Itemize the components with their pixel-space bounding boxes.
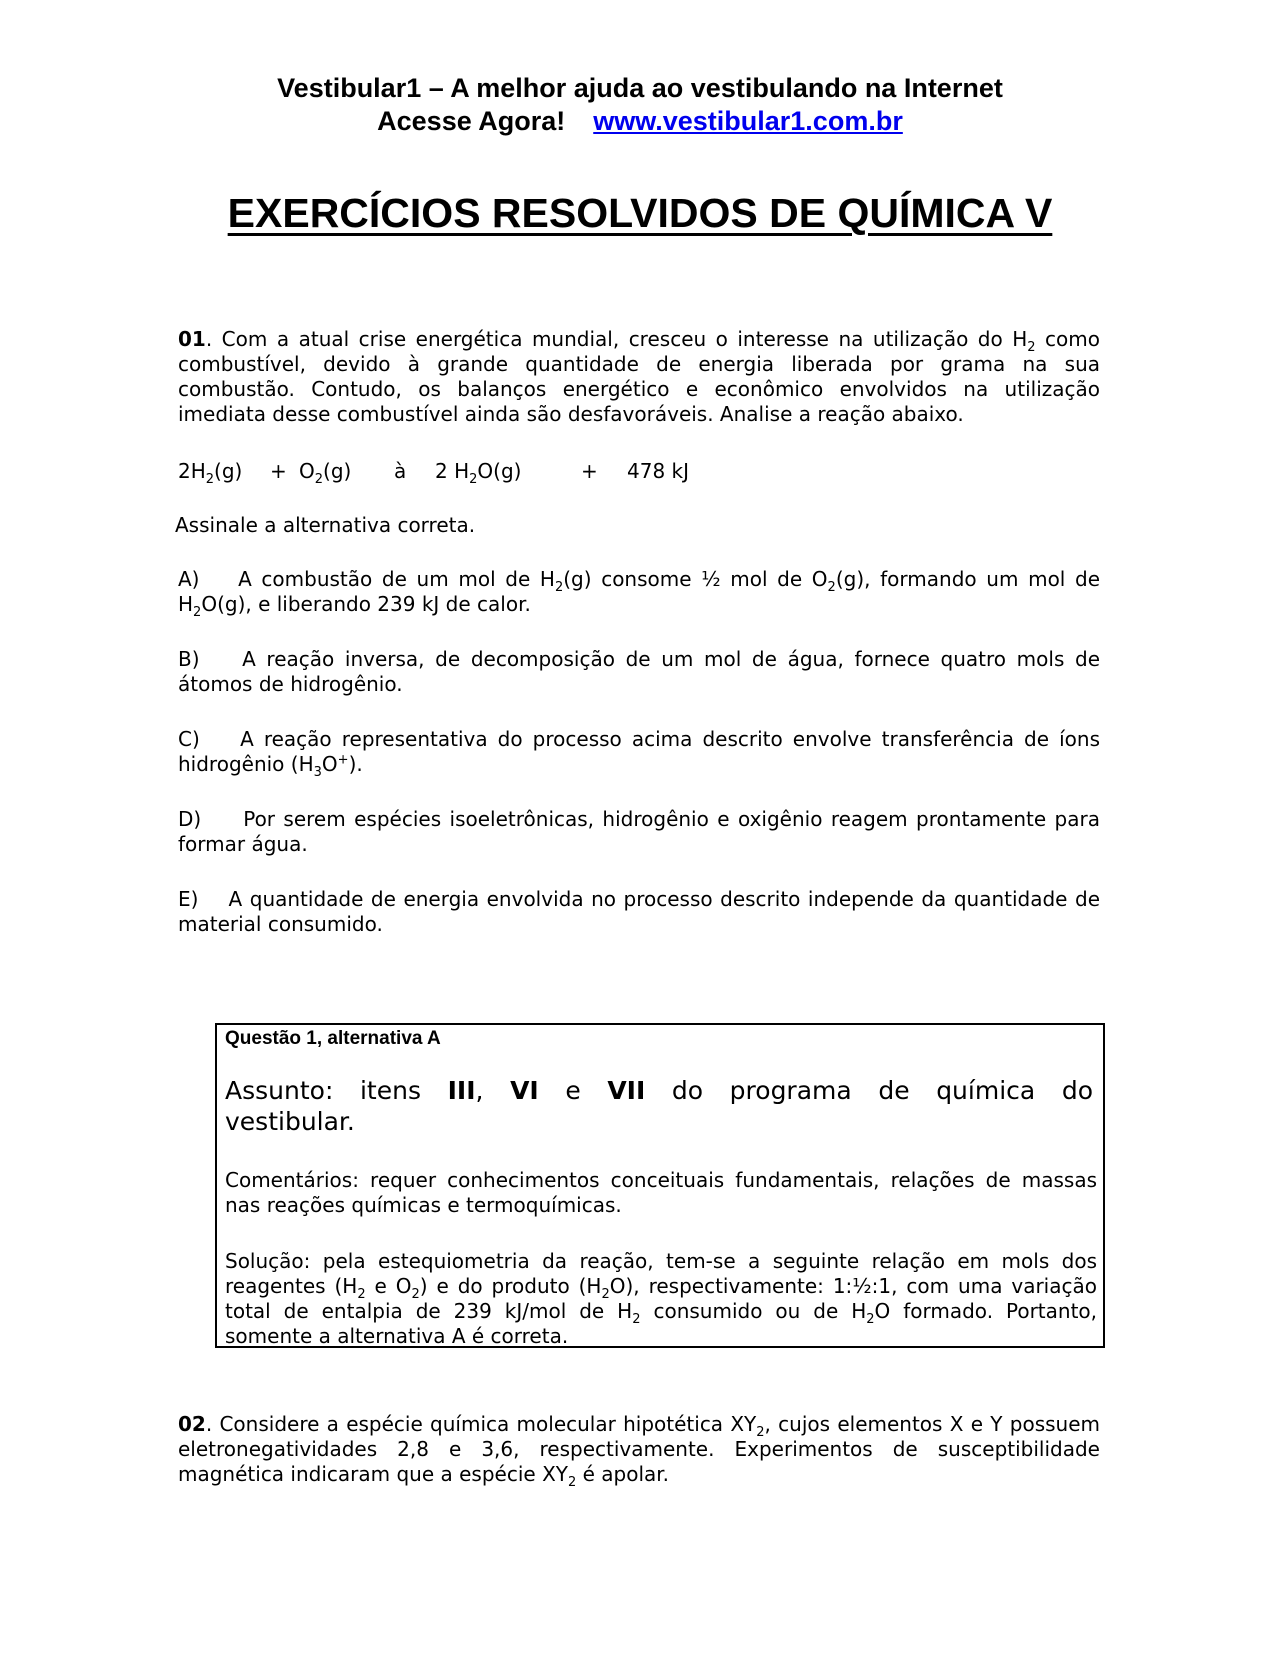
comentarios: Comentários: requer conhecimentos conceituais fundamentais, relações de massas nas reações químicas e termoquímicas.	[225, 1168, 1097, 1217]
cta-text: Acesse Agora!	[377, 106, 566, 136]
site-banner	[0, 73, 1280, 104]
reactant-o2: $O_2(g)$	[299, 459, 352, 487]
alternative-e: E) A quantidade de energia envolvida no processo descrito independe da quantidade de material consumido.	[178, 887, 1101, 936]
alt-letter: B)	[178, 647, 200, 671]
statement-text: . Com a atual crise energética mundial, cresceu o interesse na utilização do H	[205, 327, 1028, 351]
question-number: 02	[178, 1412, 206, 1436]
alternative-a: A) A combustão de um mol de $H_2(g)$ consome ½ mol de $O_2(g)$, formando um mol de $H_2O(g)$, e liberando 239 kJ de calor.	[178, 567, 1101, 620]
banner-text: Vestibular1 – A melhor ajuda ao vestibulando na Internet	[277, 73, 1003, 103]
alt-letter: A)	[178, 567, 200, 591]
answer-title: Questão 1, alternativa A	[225, 1028, 441, 1049]
alternative-c: C) A reação representativa do processo acima descrito envolve transferência de íons hidrogênio $(H_3O^+)$.	[178, 727, 1100, 780]
product-h2o: 2 $H_2O(g)$	[435, 459, 522, 487]
plus-sign: +	[270, 459, 287, 483]
statement-text: como combustível, devido à grande quantidade de energia liberada por grama na sua combustão. Contudo, os balanços energético e econômico envolvidos na utilização imediata desse combustível ainda são desfavoráveis. Analise a reação abaixo.	[178, 327, 1100, 426]
answer-box	[215, 1023, 1105, 1348]
question-prompt: Assinale a alternativa correta.	[175, 513, 476, 537]
solucao: Solução: pela estequiometria da reação, tem-se a seguinte relação em mols dos reagentes ($H_2$ e $O_2$) e do produto $(H_2O)$, respectivamente: 1:½:1, com uma variação total de entalpia de 239 kJ/mol de $H_2$ consumido ou de $H_2O$ formado. Portanto, somente a alternativa A é correta.	[225, 1249, 1098, 1348]
question-1-statement	[178, 327, 1100, 427]
subscript: 2	[1027, 340, 1036, 355]
alternative-b: B) A reação inversa, de decomposição de um mol de água, fornece quatro mols de átomos de hidrogênio.	[178, 647, 1101, 696]
page-title: EXERCÍCIOS RESOLVIDOS DE QUÍMICA V	[227, 190, 1053, 236]
question-number: 01	[178, 327, 206, 351]
alt-letter: D)	[178, 807, 202, 831]
alternative-d: D) Por serem espécies isoeletrônicas, hidrogênio e oxigênio reagem prontamente para formar água.	[178, 807, 1100, 856]
plus-sign: +	[581, 459, 598, 483]
energy-value: 478 kJ	[627, 459, 690, 483]
reaction-arrow: à	[394, 459, 407, 483]
assunto-line	[225, 1075, 1093, 1137]
question-2-statement: 02. Considere a espécie química molecular hipotética $XY_2$, cujos elementos X e Y possuem eletronegatividades 2,8 e 3,6, respectivamente. Experimentos de susceptibilidade magnética indicaram que a espécie $XY_2$ é apolar.	[178, 1412, 1100, 1490]
alt-letter: C)	[178, 727, 200, 751]
site-link[interactable]: www.vestibular1.com.br	[593, 106, 903, 136]
reactant-h2: $2H_2(g)$	[178, 459, 243, 487]
assunto-words: Assunto: itens III, VI e VII do programa de química do	[225, 1076, 1093, 1105]
alt-letter: E)	[178, 887, 199, 911]
site-cta	[0, 106, 1280, 137]
assunto-line-2: vestibular.	[225, 1107, 355, 1136]
